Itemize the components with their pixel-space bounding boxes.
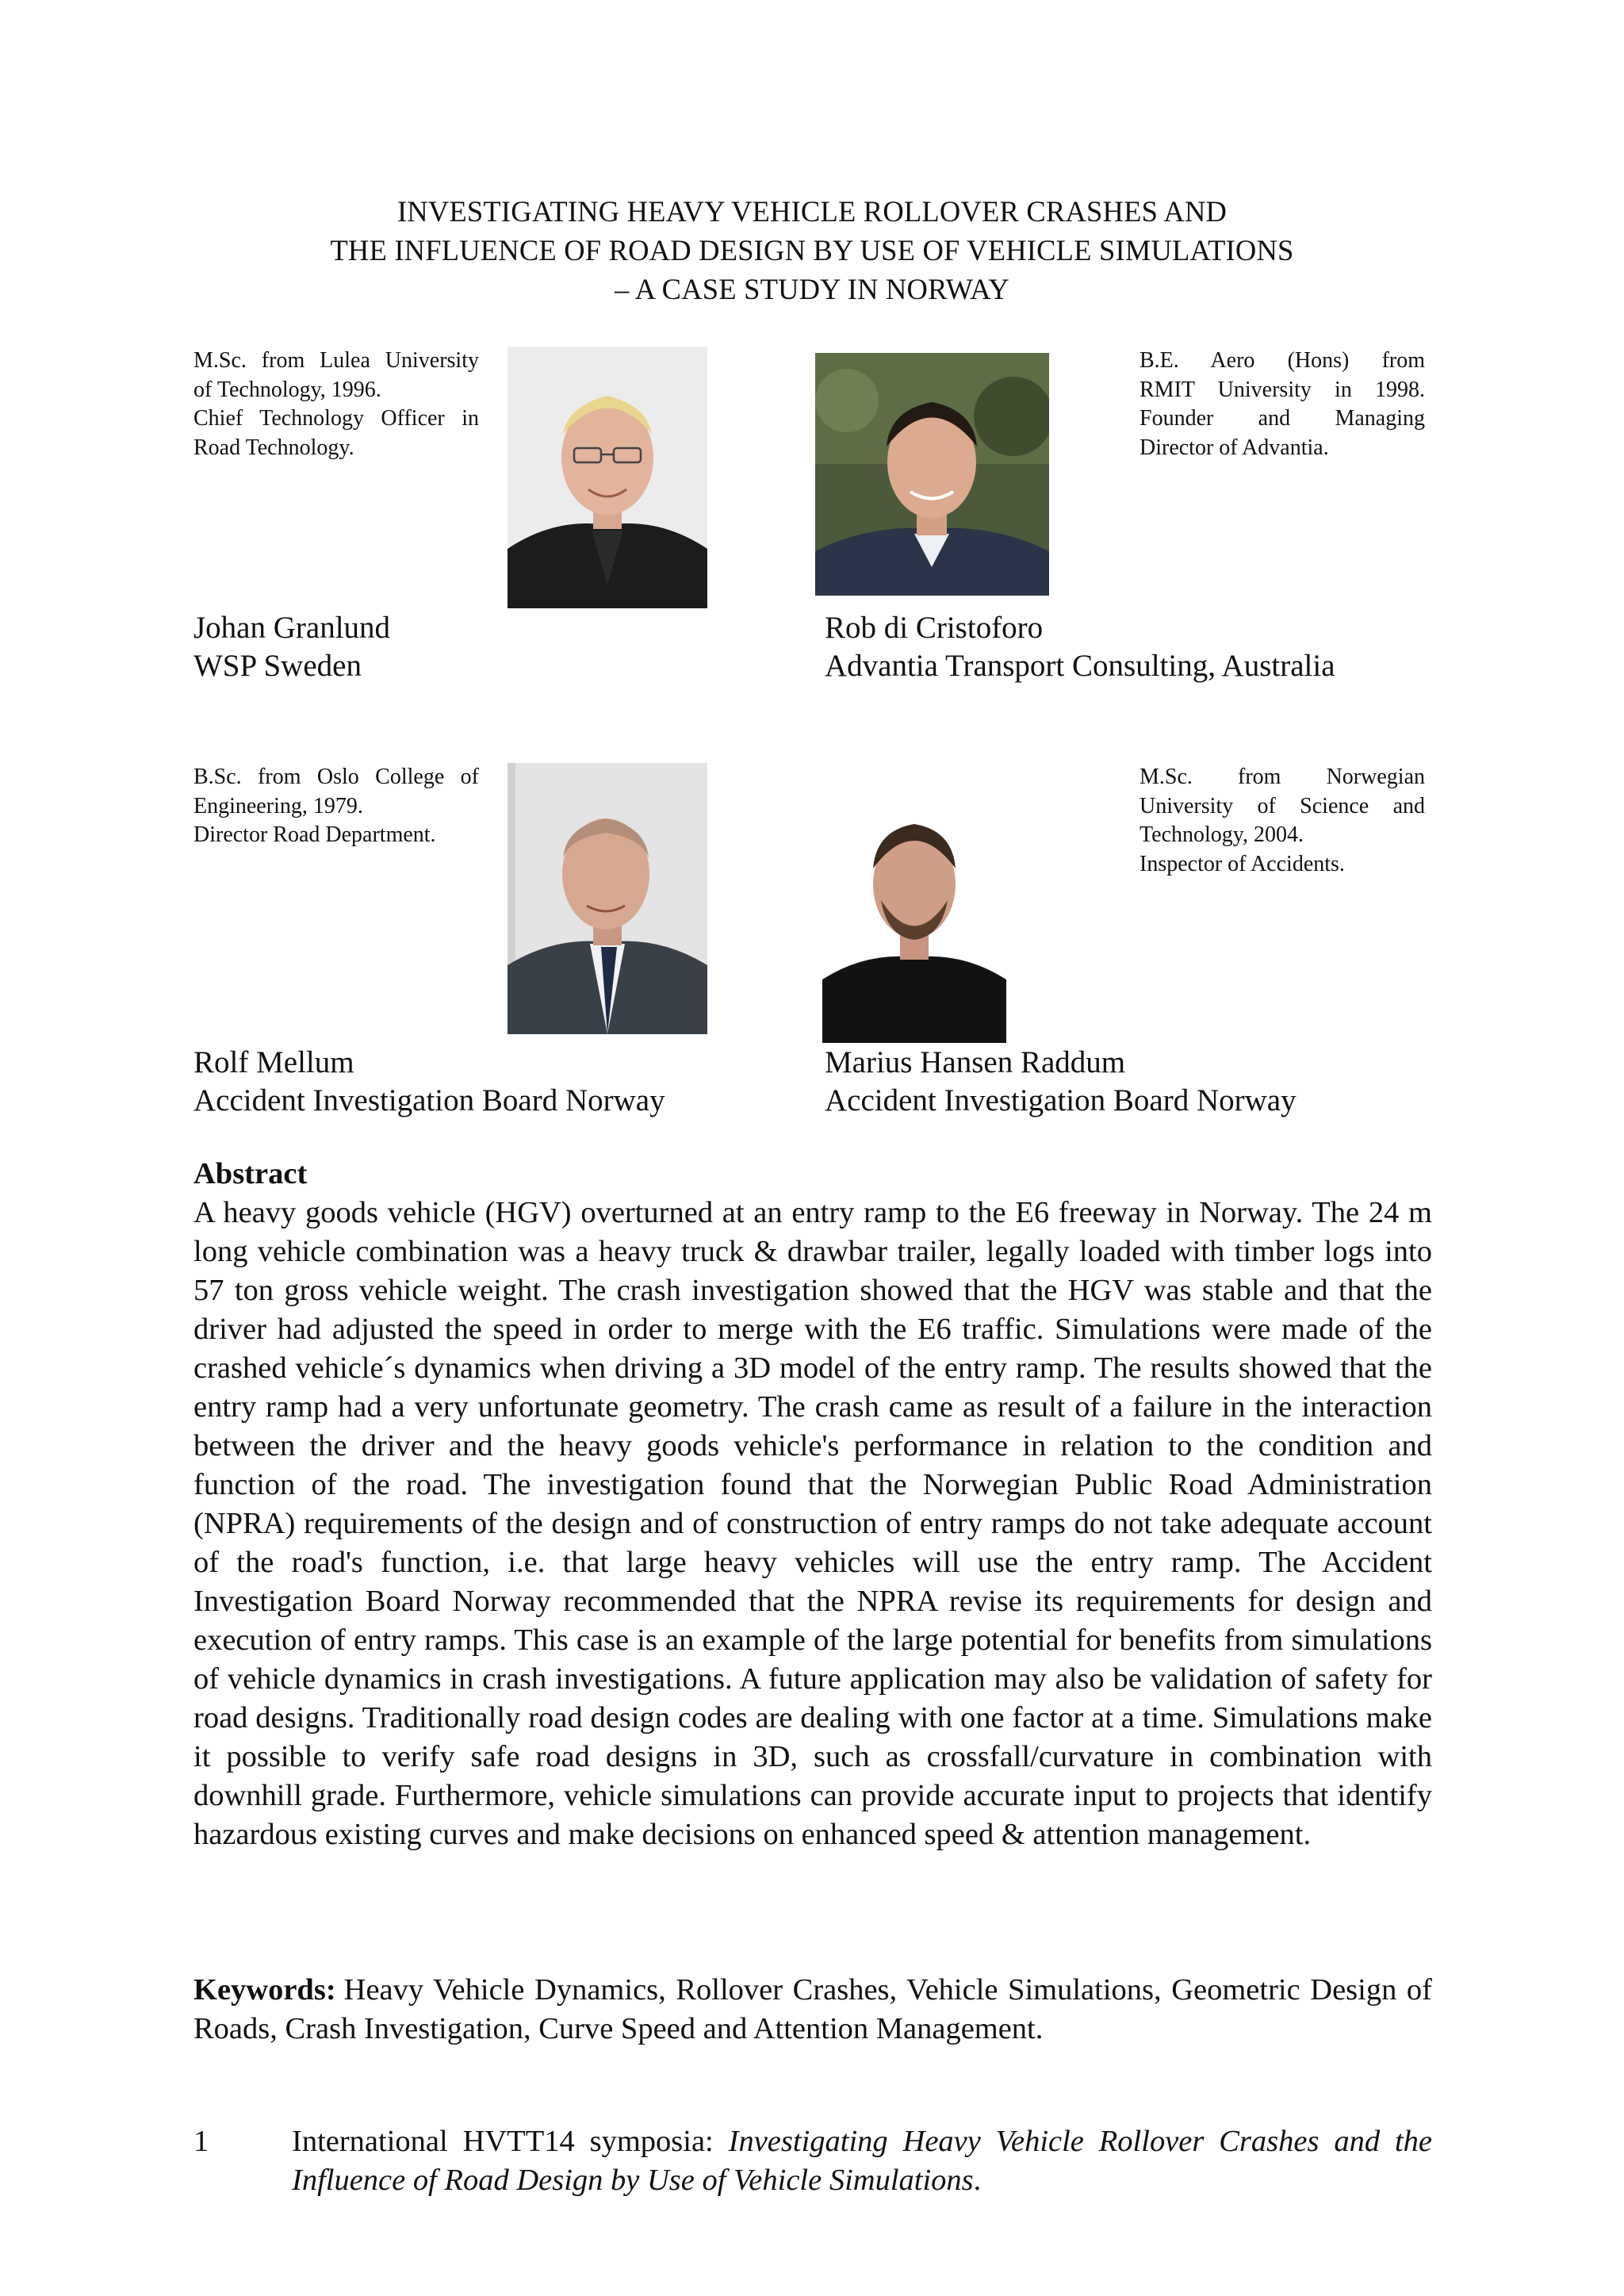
abstract-heading: Abstract — [193, 1157, 308, 1190]
abstract-section — [193, 1155, 1432, 1854]
author-bio-granlund: M.Sc. from Lulea University of Technology, 1996. Chief Technology Officer in Road Technology. — [193, 348, 479, 460]
author-affiliation: Accident Investigation Board Norway — [193, 1083, 665, 1117]
title-line-2: THE INFLUENCE OF ROAD DESIGN BY USE OF VEHICLE SIMULATIONS — [330, 234, 1294, 266]
footnote-text — [292, 2122, 1432, 2200]
abstract-body: A heavy goods vehicle (HGV) overturned at an entry ramp to the E6 freeway in Norway. The 24 m long vehicle combination was a heavy truck & drawbar trailer, legally loaded with timber logs into 57 ton gross vehicle weight. The crash investigation showed that the HGV was stable and that the driver had adjusted the speed in order to merge with the E6 traffic. Simulations were made of the crashed vehicle´s dynamics when driving a 3D model of the entry ramp. The results showed that the entry ramp had a very unfortunate geometry. The crash came as result of a failure in the interaction between the driver and the heavy goods vehicle's performance in relation to the condition and function of the road. The investigation found that the Norwegian Public Road Administration (NPRA) requirements of the design and of construction of entry ramps do not take adequate account of the road's function, i.e. that large heavy vehicles will use the entry ramp. The Accident Investigation Board Norway recommended that the NPRA revise its requirements for design and execution of entry ramps. This case is an example of the large potential for benefits from simulations of vehicle dynamics in crash investigations. A future application may also be validation of safety for road designs. Traditionally road design codes are dealing with one factor at a time. Simulations make it possible to verify safe road designs in 3D, such as crossfall/curvature in combination with downhill grade. Furthermore, vehicle simulations can provide accurate input to projects that identify hazardous existing curves and make decisions on enhanced speed & attention management. — [193, 1196, 1432, 1851]
keywords-text: Heavy Vehicle Dynamics, Rollover Crashes, Vehicle Simulations, Geometric Design of Roads, Crash Investigation, Curve Speed and Attention Management. — [193, 1973, 1432, 2045]
keywords-section — [193, 1971, 1432, 2049]
author-name: Marius Hansen Raddum — [825, 1045, 1126, 1079]
author-bio-raddum: M.Sc. from Norwegian University of Science and Technology, 2004. Inspector of Accidents. — [1139, 765, 1425, 876]
author-photo-granlund — [508, 347, 707, 608]
author-bio-mellum: B.Sc. from Oslo College of Engineering, 1979. Director Road Department. — [193, 765, 479, 847]
footnote-number: 1 — [193, 2125, 209, 2158]
author-bio-di-cristoforo: B.E. Aero (Hons) from RMIT University in 1998. Founder and Managing Director of Advantia. — [1139, 348, 1425, 460]
paper-title — [0, 192, 1624, 309]
author-affiliation: Advantia Transport Consulting, Australia — [825, 649, 1335, 683]
author-affiliation: Accident Investigation Board Norway — [825, 1083, 1297, 1117]
author-photo-raddum — [822, 781, 1006, 1043]
author-name-block-granlund — [193, 609, 390, 685]
author-name-block-di-cristoforo — [825, 609, 1335, 685]
author-affiliation: WSP Sweden — [193, 649, 362, 683]
title-line-1: INVESTIGATING HEAVY VEHICLE ROLLOVER CRASHES AND — [396, 195, 1228, 228]
author-photo-mellum — [508, 763, 707, 1034]
author-name: Johan Granlund — [193, 611, 391, 645]
title-line-3: – A CASE STUDY IN NORWAY — [615, 273, 1009, 305]
author-name: Rolf Mellum — [193, 1045, 354, 1079]
author-name-block-raddum — [825, 1044, 1297, 1120]
footnote — [193, 2122, 1432, 2200]
author-photo-di-cristoforo — [815, 353, 1049, 596]
footnote-suffix: . — [973, 2164, 982, 2197]
keywords-label: Keywords: — [193, 1973, 336, 2007]
author-name-block-mellum — [193, 1044, 665, 1120]
author-name: Rob di Cristoforo — [825, 611, 1044, 645]
footnote-prefix: International HVTT14 symposia: — [292, 2125, 729, 2158]
footnote-italic-title: Investigating Heavy Vehicle Rollover Crashes and the Influence of Road Design by Use of Vehicle Simulations — [292, 2125, 1433, 2197]
